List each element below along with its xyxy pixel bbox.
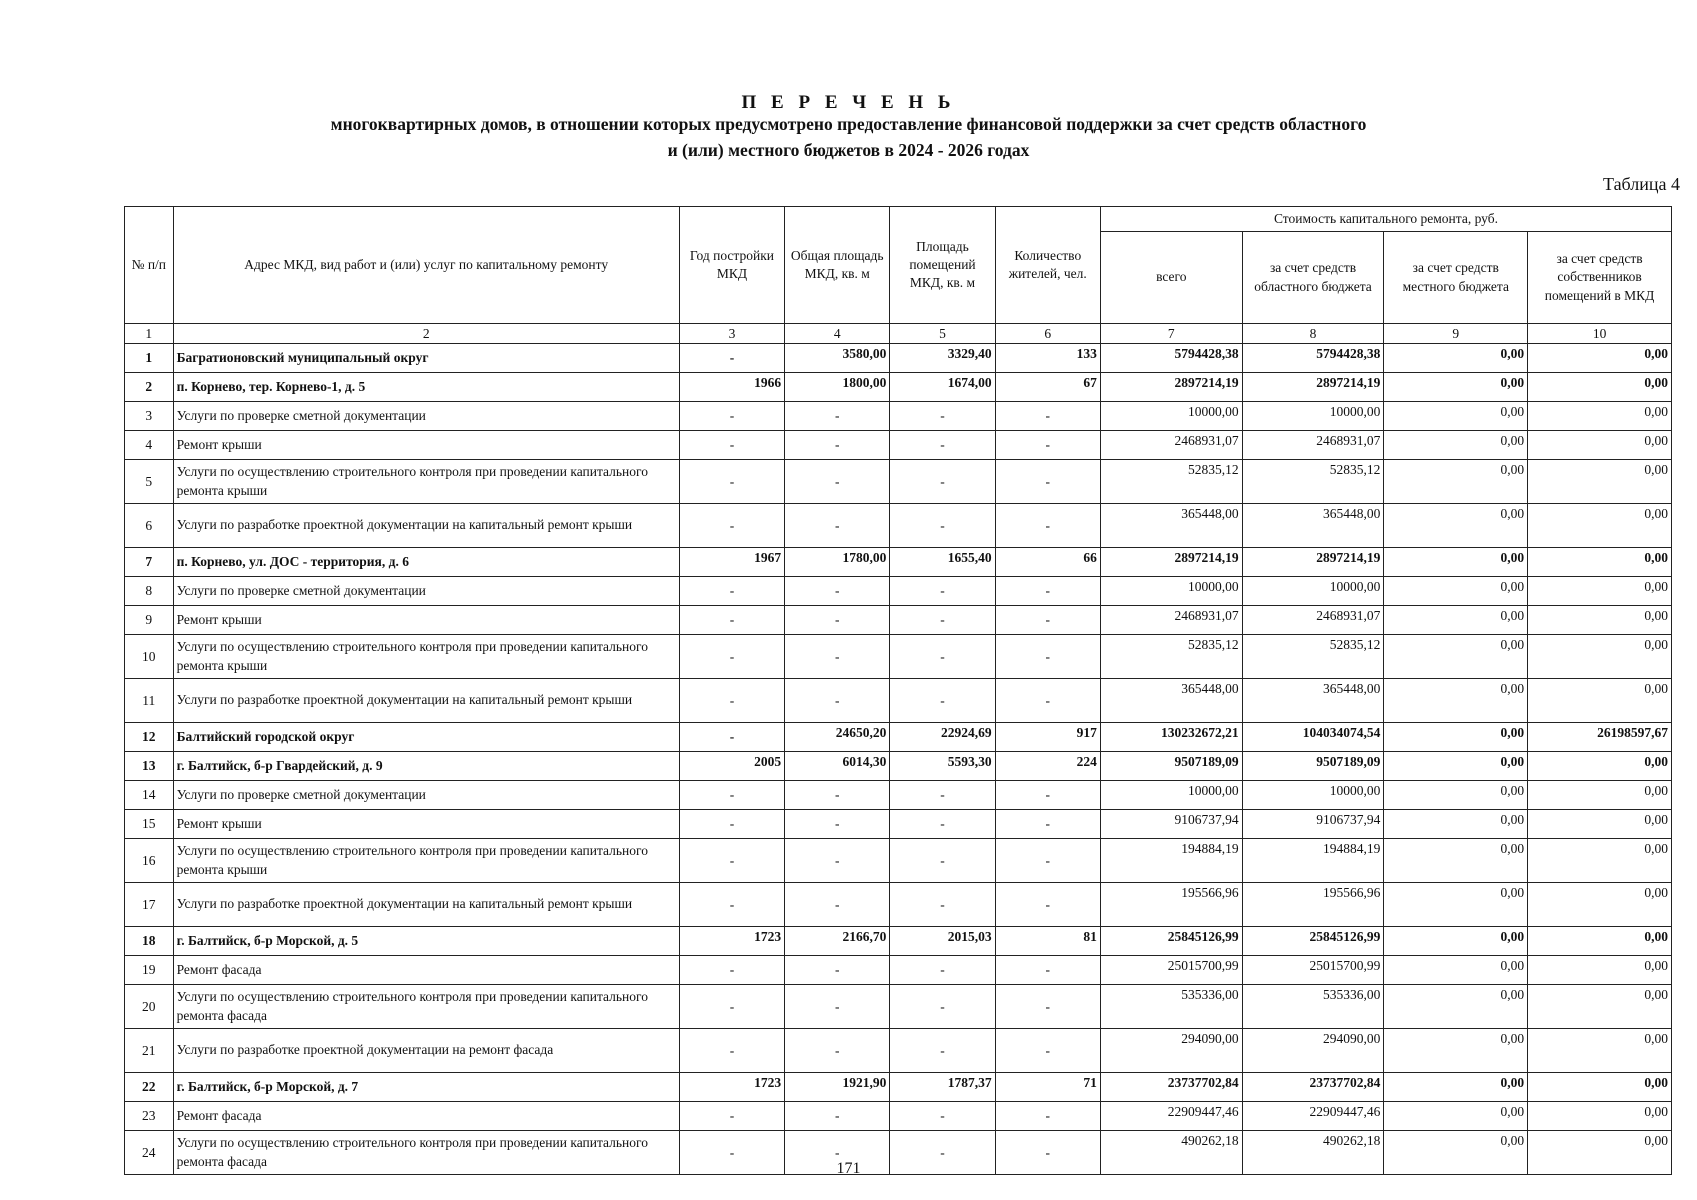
row-cost-local: 0,00 [1384, 985, 1528, 1029]
row-cost-local: 0,00 [1384, 723, 1528, 752]
row-address: Ремонт крыши [173, 810, 679, 839]
row-cost-total: 194884,19 [1100, 839, 1242, 883]
row-cost-regional: 194884,19 [1242, 839, 1384, 883]
row-cost-total: 10000,00 [1100, 402, 1242, 431]
row-number: 7 [125, 548, 174, 577]
row-premises-area: - [890, 635, 995, 679]
table-row [125, 723, 1672, 752]
row-year: 1966 [679, 373, 784, 402]
row-year: - [679, 1102, 784, 1131]
row-cost-regional: 22909447,46 [1242, 1102, 1384, 1131]
row-cost-total: 9507189,09 [1100, 752, 1242, 781]
row-number: 13 [125, 752, 174, 781]
row-cost-owners: 0,00 [1528, 1029, 1672, 1073]
header-cost-group: Стоимость капитального ремонта, руб. [1100, 207, 1671, 232]
row-address: Услуги по осуществлению строительного контроля при проведении капитального ремонта фасада [173, 1131, 679, 1175]
row-cost-owners: 0,00 [1528, 504, 1672, 548]
row-number: 22 [125, 1073, 174, 1102]
row-year: - [679, 810, 784, 839]
row-cost-local: 0,00 [1384, 839, 1528, 883]
row-address: п. Корнево, ул. ДОС - территория, д. 6 [173, 548, 679, 577]
row-year: - [679, 956, 784, 985]
row-cost-local: 0,00 [1384, 1102, 1528, 1131]
row-residents: - [995, 1131, 1100, 1175]
row-cost-local: 0,00 [1384, 679, 1528, 723]
row-premises-area: - [890, 956, 995, 985]
row-cost-local: 0,00 [1384, 460, 1528, 504]
row-total-area: - [785, 883, 890, 927]
row-year: - [679, 1131, 784, 1175]
row-cost-total: 2897214,19 [1100, 548, 1242, 577]
row-year: - [679, 431, 784, 460]
row-cost-total: 490262,18 [1100, 1131, 1242, 1175]
row-cost-owners: 0,00 [1528, 1073, 1672, 1102]
row-number: 2 [125, 373, 174, 402]
row-address: Услуги по осуществлению строительного контроля при проведении капитального ремонта фасада [173, 985, 679, 1029]
row-residents: 224 [995, 752, 1100, 781]
row-total-area: 1921,90 [785, 1073, 890, 1102]
row-cost-regional: 25015700,99 [1242, 956, 1384, 985]
row-address: Услуги по разработке проектной документации на ремонт фасада [173, 1029, 679, 1073]
table-row [125, 577, 1672, 606]
row-cost-total: 294090,00 [1100, 1029, 1242, 1073]
row-cost-regional: 2897214,19 [1242, 373, 1384, 402]
row-address: Ремонт фасада [173, 956, 679, 985]
table-row [125, 810, 1672, 839]
row-cost-regional: 365448,00 [1242, 504, 1384, 548]
row-number: 6 [125, 504, 174, 548]
row-cost-local: 0,00 [1384, 810, 1528, 839]
column-number: 2 [173, 324, 679, 344]
row-cost-total: 25845126,99 [1100, 927, 1242, 956]
row-cost-local: 0,00 [1384, 548, 1528, 577]
row-cost-total: 23737702,84 [1100, 1073, 1242, 1102]
column-number: 1 [125, 324, 174, 344]
row-cost-local: 0,00 [1384, 927, 1528, 956]
row-total-area: - [785, 635, 890, 679]
row-cost-owners: 0,00 [1528, 577, 1672, 606]
row-number: 8 [125, 577, 174, 606]
row-cost-owners: 0,00 [1528, 402, 1672, 431]
header-cost-local: за счет средств местного бюджета [1384, 232, 1528, 324]
row-cost-total: 2897214,19 [1100, 373, 1242, 402]
row-cost-local: 0,00 [1384, 577, 1528, 606]
row-address: Услуги по разработке проектной документации на капитальный ремонт крыши [173, 679, 679, 723]
row-year: - [679, 504, 784, 548]
row-cost-total: 2468931,07 [1100, 431, 1242, 460]
row-address: Услуги по осуществлению строительного контроля при проведении капитального ремонта крыши [173, 460, 679, 504]
row-premises-area: 1655,40 [890, 548, 995, 577]
row-cost-owners: 0,00 [1528, 927, 1672, 956]
row-cost-owners: 0,00 [1528, 956, 1672, 985]
row-residents: 917 [995, 723, 1100, 752]
row-cost-owners: 0,00 [1528, 373, 1672, 402]
table-row [125, 373, 1672, 402]
row-total-area: - [785, 1029, 890, 1073]
document-subtitle-line-1: многоквартирных домов, в отношении которых предусмотрено предоставление финансовой поддержки за счет средств областного [330, 114, 1367, 134]
table-row [125, 1102, 1672, 1131]
column-number: 4 [785, 324, 890, 344]
row-year: - [679, 606, 784, 635]
row-residents: - [995, 635, 1100, 679]
row-total-area: 24650,20 [785, 723, 890, 752]
row-cost-owners: 0,00 [1528, 431, 1672, 460]
row-cost-total: 9106737,94 [1100, 810, 1242, 839]
row-address: г. Балтийск, б-р Гвардейский, д. 9 [173, 752, 679, 781]
row-premises-area: - [890, 1131, 995, 1175]
document-title: П Е Р Е Ч Е Н Ь [741, 92, 956, 113]
row-cost-regional: 490262,18 [1242, 1131, 1384, 1175]
row-residents: - [995, 679, 1100, 723]
header-cost-owners: за счет средств собственников помещений в МКД [1528, 232, 1672, 324]
row-cost-total: 10000,00 [1100, 577, 1242, 606]
row-residents: - [995, 402, 1100, 431]
column-number: 10 [1528, 324, 1672, 344]
row-total-area: 2166,70 [785, 927, 890, 956]
row-cost-regional: 5794428,38 [1242, 344, 1384, 373]
row-residents: 133 [995, 344, 1100, 373]
table-row [125, 431, 1672, 460]
page-number: 171 [836, 1160, 861, 1177]
row-total-area: - [785, 504, 890, 548]
document-subtitle-line-2: и (или) местного бюджетов в 2024 - 2026 годах [667, 140, 1030, 160]
row-cost-owners: 0,00 [1528, 635, 1672, 679]
row-cost-local: 0,00 [1384, 1073, 1528, 1102]
row-cost-local: 0,00 [1384, 402, 1528, 431]
row-premises-area: 2015,03 [890, 927, 995, 956]
table-row [125, 956, 1672, 985]
column-number: 6 [995, 324, 1100, 344]
row-cost-regional: 195566,96 [1242, 883, 1384, 927]
row-cost-total: 5794428,38 [1100, 344, 1242, 373]
table-row [125, 504, 1672, 548]
row-premises-area: - [890, 577, 995, 606]
row-total-area: - [785, 431, 890, 460]
row-premises-area: - [890, 781, 995, 810]
row-address: Услуги по проверке сметной документации [173, 577, 679, 606]
row-premises-area: - [890, 1102, 995, 1131]
row-cost-regional: 23737702,84 [1242, 1073, 1384, 1102]
row-number: 3 [125, 402, 174, 431]
row-year: - [679, 781, 784, 810]
row-cost-owners: 0,00 [1528, 985, 1672, 1029]
row-cost-regional: 365448,00 [1242, 679, 1384, 723]
row-cost-total: 25015700,99 [1100, 956, 1242, 985]
header-year: Год постройки МКД [679, 207, 784, 324]
row-premises-area: - [890, 839, 995, 883]
row-total-area: - [785, 1102, 890, 1131]
row-cost-local: 0,00 [1384, 504, 1528, 548]
row-cost-regional: 294090,00 [1242, 1029, 1384, 1073]
row-number: 11 [125, 679, 174, 723]
row-year: - [679, 577, 784, 606]
table-row [125, 1029, 1672, 1073]
row-residents: - [995, 460, 1100, 504]
row-address: Багратионовский муниципальный округ [173, 344, 679, 373]
row-year: - [679, 839, 784, 883]
row-residents: 67 [995, 373, 1100, 402]
row-number: 4 [125, 431, 174, 460]
table-row [125, 985, 1672, 1029]
row-number: 17 [125, 883, 174, 927]
row-number: 23 [125, 1102, 174, 1131]
row-cost-regional: 52835,12 [1242, 635, 1384, 679]
row-cost-local: 0,00 [1384, 373, 1528, 402]
header-premises-area: Площадь помещений МКД, кв. м [890, 207, 995, 324]
row-cost-regional: 2897214,19 [1242, 548, 1384, 577]
row-cost-owners: 0,00 [1528, 460, 1672, 504]
table-row [125, 635, 1672, 679]
row-total-area: 6014,30 [785, 752, 890, 781]
row-residents: - [995, 606, 1100, 635]
table-label: Таблица 4 [1603, 174, 1680, 194]
row-cost-owners: 0,00 [1528, 839, 1672, 883]
row-cost-total: 52835,12 [1100, 635, 1242, 679]
row-cost-regional: 52835,12 [1242, 460, 1384, 504]
row-premises-area: - [890, 883, 995, 927]
row-year: 2005 [679, 752, 784, 781]
row-cost-owners: 0,00 [1528, 606, 1672, 635]
row-cost-owners: 0,00 [1528, 883, 1672, 927]
row-total-area: - [785, 781, 890, 810]
row-address: Услуги по осуществлению строительного контроля при проведении капитального ремонта крыши [173, 635, 679, 679]
header-total-area: Общая площадь МКД, кв. м [785, 207, 890, 324]
row-address: Услуги по разработке проектной документации на капитальный ремонт крыши [173, 883, 679, 927]
column-number: 5 [890, 324, 995, 344]
row-address: Ремонт фасада [173, 1102, 679, 1131]
row-premises-area: - [890, 504, 995, 548]
row-residents: - [995, 985, 1100, 1029]
row-address: Балтийский городской округ [173, 723, 679, 752]
row-year: - [679, 723, 784, 752]
row-cost-regional: 104034074,54 [1242, 723, 1384, 752]
table-row [125, 752, 1672, 781]
row-cost-local: 0,00 [1384, 752, 1528, 781]
row-year: 1723 [679, 927, 784, 956]
row-number: 10 [125, 635, 174, 679]
row-total-area: - [785, 402, 890, 431]
row-number: 19 [125, 956, 174, 985]
row-cost-total: 2468931,07 [1100, 606, 1242, 635]
row-residents: - [995, 1029, 1100, 1073]
row-cost-regional: 10000,00 [1242, 402, 1384, 431]
row-residents: - [995, 431, 1100, 460]
row-address: Услуги по проверке сметной документации [173, 402, 679, 431]
row-cost-total: 22909447,46 [1100, 1102, 1242, 1131]
row-year: - [679, 883, 784, 927]
row-cost-owners: 0,00 [1528, 781, 1672, 810]
header-cost-total: всего [1100, 232, 1242, 324]
row-cost-total: 195566,96 [1100, 883, 1242, 927]
row-number: 18 [125, 927, 174, 956]
table-body [125, 344, 1672, 1175]
row-total-area: - [785, 679, 890, 723]
column-number: 9 [1384, 324, 1528, 344]
row-address: Услуги по проверке сметной документации [173, 781, 679, 810]
row-cost-owners: 0,00 [1528, 548, 1672, 577]
row-premises-area: 22924,69 [890, 723, 995, 752]
row-year: - [679, 344, 784, 373]
row-premises-area: - [890, 810, 995, 839]
row-cost-owners: 0,00 [1528, 810, 1672, 839]
row-address: г. Балтийск, б-р Морской, д. 7 [173, 1073, 679, 1102]
row-residents: - [995, 781, 1100, 810]
row-year: - [679, 635, 784, 679]
row-address: Ремонт крыши [173, 606, 679, 635]
row-total-area: - [785, 839, 890, 883]
table-row [125, 1073, 1672, 1102]
row-year: - [679, 679, 784, 723]
row-number: 5 [125, 460, 174, 504]
row-premises-area: - [890, 606, 995, 635]
mkd-table [124, 206, 1672, 1175]
row-cost-owners: 0,00 [1528, 1131, 1672, 1175]
row-cost-local: 0,00 [1384, 956, 1528, 985]
row-cost-regional: 2468931,07 [1242, 431, 1384, 460]
table-row [125, 927, 1672, 956]
table-row [125, 606, 1672, 635]
row-premises-area: - [890, 985, 995, 1029]
row-address: г. Балтийск, б-р Морской, д. 5 [173, 927, 679, 956]
row-cost-regional: 9507189,09 [1242, 752, 1384, 781]
header-cost-regional: за счет средств областного бюджета [1242, 232, 1384, 324]
row-residents: - [995, 504, 1100, 548]
row-address: Услуги по разработке проектной документации на капитальный ремонт крыши [173, 504, 679, 548]
header-address: Адрес МКД, вид работ и (или) услуг по капитальному ремонту [173, 207, 679, 324]
row-premises-area: 1674,00 [890, 373, 995, 402]
table-row [125, 344, 1672, 373]
row-cost-regional: 10000,00 [1242, 577, 1384, 606]
row-total-area: 1780,00 [785, 548, 890, 577]
row-cost-owners: 0,00 [1528, 1102, 1672, 1131]
row-premises-area: - [890, 402, 995, 431]
column-number: 3 [679, 324, 784, 344]
row-total-area: 3580,00 [785, 344, 890, 373]
row-residents: - [995, 839, 1100, 883]
header-residents: Количество жителей, чел. [995, 207, 1100, 324]
row-residents: - [995, 810, 1100, 839]
row-number: 16 [125, 839, 174, 883]
row-number: 1 [125, 344, 174, 373]
row-total-area: - [785, 577, 890, 606]
row-cost-regional: 535336,00 [1242, 985, 1384, 1029]
row-cost-owners: 0,00 [1528, 752, 1672, 781]
row-total-area: - [785, 1131, 890, 1175]
row-total-area: - [785, 956, 890, 985]
row-number: 9 [125, 606, 174, 635]
row-address: Услуги по осуществлению строительного контроля при проведении капитального ремонта крыши [173, 839, 679, 883]
row-cost-owners: 0,00 [1528, 679, 1672, 723]
row-total-area: - [785, 460, 890, 504]
row-residents: - [995, 956, 1100, 985]
column-number: 8 [1242, 324, 1384, 344]
table-row [125, 883, 1672, 927]
row-cost-regional: 10000,00 [1242, 781, 1384, 810]
row-residents: 66 [995, 548, 1100, 577]
row-premises-area: 5593,30 [890, 752, 995, 781]
row-cost-local: 0,00 [1384, 344, 1528, 373]
row-residents: 81 [995, 927, 1100, 956]
row-total-area: - [785, 810, 890, 839]
row-cost-total: 365448,00 [1100, 679, 1242, 723]
row-cost-total: 130232672,21 [1100, 723, 1242, 752]
row-premises-area: - [890, 460, 995, 504]
row-year: - [679, 402, 784, 431]
row-number: 24 [125, 1131, 174, 1175]
row-cost-owners: 26198597,67 [1528, 723, 1672, 752]
row-number: 12 [125, 723, 174, 752]
header-num: № п/п [125, 207, 174, 324]
row-residents: - [995, 577, 1100, 606]
row-number: 14 [125, 781, 174, 810]
row-cost-total: 52835,12 [1100, 460, 1242, 504]
row-total-area: 1800,00 [785, 373, 890, 402]
row-cost-total: 10000,00 [1100, 781, 1242, 810]
row-cost-regional: 9106737,94 [1242, 810, 1384, 839]
row-year: - [679, 985, 784, 1029]
row-cost-owners: 0,00 [1528, 344, 1672, 373]
row-residents: - [995, 883, 1100, 927]
row-cost-total: 535336,00 [1100, 985, 1242, 1029]
row-number: 21 [125, 1029, 174, 1073]
row-address: Ремонт крыши [173, 431, 679, 460]
row-premises-area: - [890, 431, 995, 460]
table-row [125, 548, 1672, 577]
table-row [125, 460, 1672, 504]
row-premises-area: 3329,40 [890, 344, 995, 373]
row-number: 15 [125, 810, 174, 839]
row-cost-regional: 2468931,07 [1242, 606, 1384, 635]
row-cost-local: 0,00 [1384, 606, 1528, 635]
row-cost-local: 0,00 [1384, 883, 1528, 927]
row-cost-regional: 25845126,99 [1242, 927, 1384, 956]
row-premises-area: - [890, 1029, 995, 1073]
row-cost-local: 0,00 [1384, 1029, 1528, 1073]
column-number: 7 [1100, 324, 1242, 344]
row-year: 1723 [679, 1073, 784, 1102]
row-cost-local: 0,00 [1384, 781, 1528, 810]
row-cost-local: 0,00 [1384, 1131, 1528, 1175]
row-address: п. Корнево, тер. Корнево-1, д. 5 [173, 373, 679, 402]
row-cost-total: 365448,00 [1100, 504, 1242, 548]
row-total-area: - [785, 606, 890, 635]
row-cost-local: 0,00 [1384, 635, 1528, 679]
row-premises-area: 1787,37 [890, 1073, 995, 1102]
row-year: - [679, 1029, 784, 1073]
row-year: 1967 [679, 548, 784, 577]
table-row [125, 839, 1672, 883]
row-number: 20 [125, 985, 174, 1029]
row-residents: - [995, 1102, 1100, 1131]
table-row [125, 402, 1672, 431]
row-total-area: - [785, 985, 890, 1029]
table-row [125, 679, 1672, 723]
row-cost-local: 0,00 [1384, 431, 1528, 460]
row-residents: 71 [995, 1073, 1100, 1102]
table-row [125, 781, 1672, 810]
row-premises-area: - [890, 679, 995, 723]
row-year: - [679, 460, 784, 504]
